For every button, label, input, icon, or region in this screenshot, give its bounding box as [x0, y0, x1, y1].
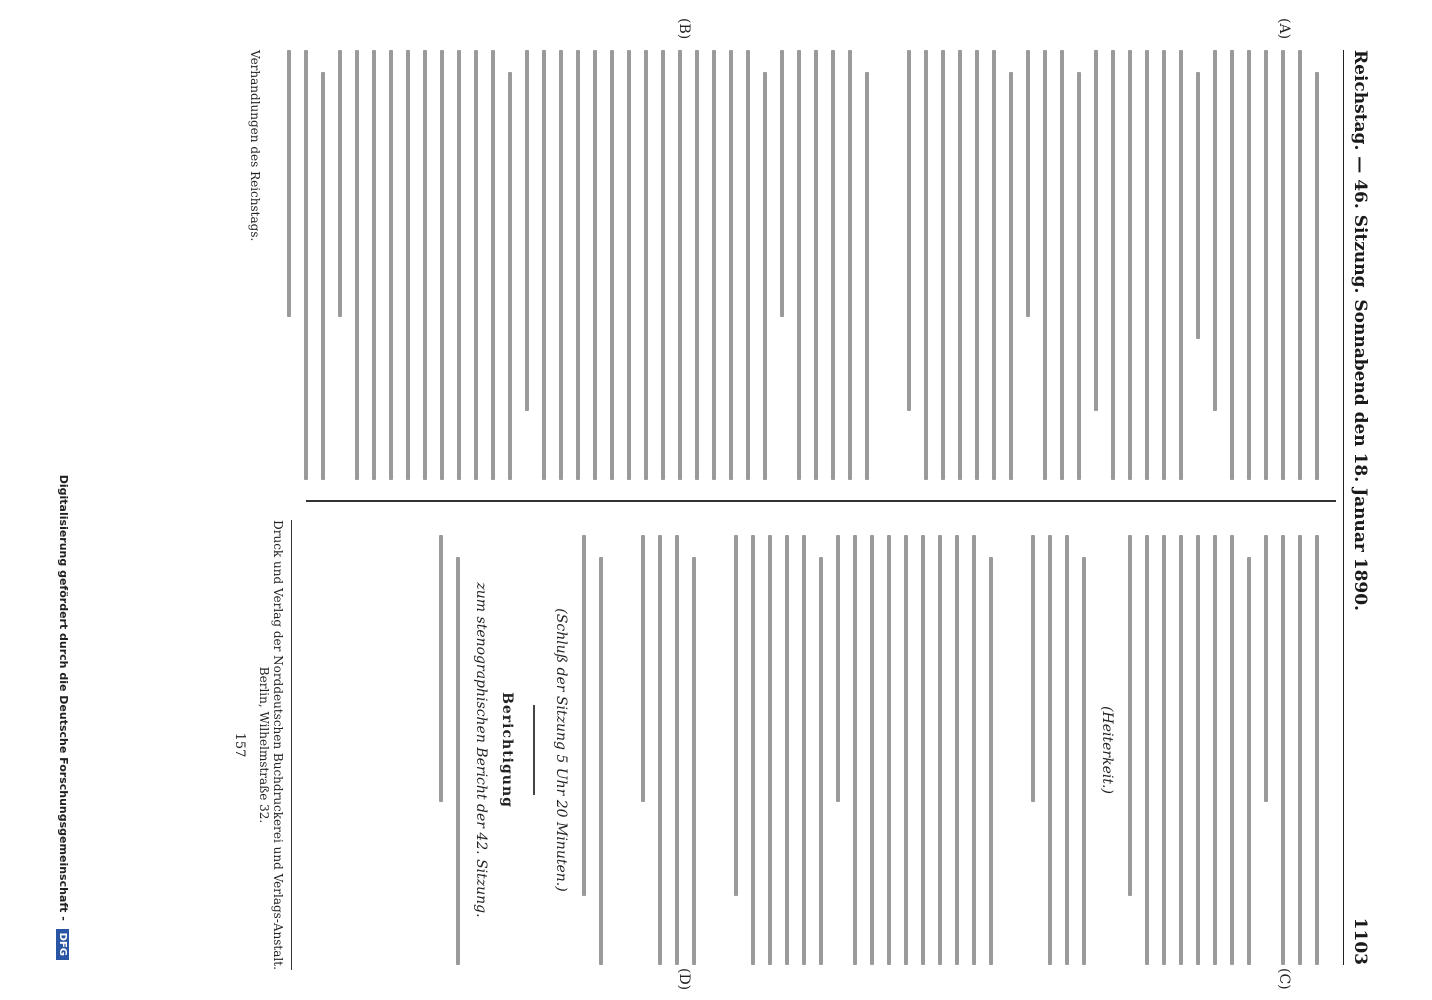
- session-closing-note: (Schluß der Sitzung 5 Uhr 20 Minuten.): [553, 608, 569, 892]
- sheet-number: 157: [232, 732, 247, 758]
- running-header: Reichstag. — 46. Sitzung. Sonnabend den 18. Januar 1890.: [1350, 50, 1370, 611]
- margin-letter-b: (B): [676, 18, 692, 40]
- digitization-credit: [56, 80, 70, 960]
- page-number: 1103: [1350, 917, 1370, 965]
- margin-letter-a: (A): [1276, 18, 1292, 40]
- footer-printer: [232, 520, 292, 970]
- correction-subtitle: zum stenographischen Bericht der 42. Sitzung.: [473, 582, 490, 918]
- dfg-logo: DFG: [56, 929, 69, 960]
- footer-divider: [291, 520, 292, 970]
- printer-line: Druck und Verlag der Norddeutschen Buchdruckerei und Verlags-Anstalt. Berlin, Wilhelmstraße 32.: [257, 520, 285, 970]
- heiterkeit-note: (Heiterkeit.): [1099, 706, 1115, 794]
- margin-letter-d: (D): [676, 968, 692, 991]
- right-column: [427, 535, 1333, 965]
- column-divider: [306, 500, 1336, 502]
- page-header: [1343, 50, 1374, 965]
- credit-text: Digitalisierung gefördert durch die Deutsche Forschungsgemeinschaft -: [57, 474, 70, 921]
- footer-source: Verhandlungen des Reichstags.: [248, 50, 262, 242]
- left-column: [274, 50, 1332, 480]
- section-rule: [534, 705, 536, 795]
- margin-letter-c: (C): [1276, 968, 1292, 990]
- correction-title: Berichtigung: [499, 692, 516, 808]
